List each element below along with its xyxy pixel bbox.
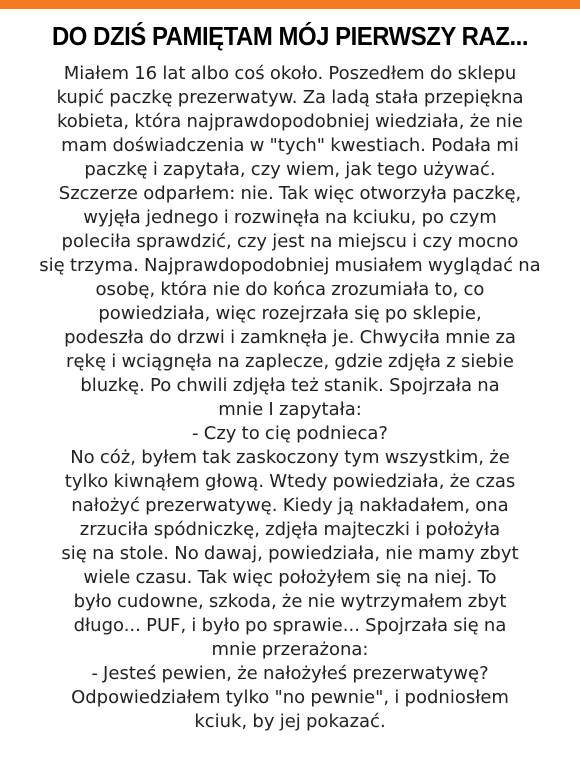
story-line: wiele czasu. Tak więc położyłem się na niej. To [83,567,497,588]
story-line: kupić paczkę prezerwatyw. Za ladą stała przepiękna [56,87,524,108]
story-line: mnie przerażona: [211,639,369,660]
story-line: mam doświadczenia w "tych" kwestiach. Podała mi [61,135,519,156]
story-line: się trzyma. Najprawdopodobniej musiałem wyglądać na [39,255,541,276]
story-line: bluzkę. Po chwili zdjęła też stanik. Spojrzała na [80,375,500,396]
story-line: wyjęła jednego i rozwinęła na kciuku, po czym [83,207,497,228]
story-line: się na stole. No dawaj, powiedziała, nie mamy zbyt [61,543,519,564]
story-line: było cudowne, szkoda, że nie wytrzymałem zbyt [73,591,507,612]
story-line: długo... PUF, i było po sprawie... Spojrzała się na [73,615,507,636]
story-line: Odpowiedziałem tylko "no pewnie", i podniosłem [71,687,509,708]
story-line: kciuk, by jej pokazać. [194,711,386,732]
story-line: - Jesteś pewien, że nałożyłeś prezerwatywę? [91,663,489,684]
story-line: osobę, która nie do końca zrozumiała to, co [95,279,485,300]
story-line: tylko kiwnąłem głową. Wtedy powiedziała, że czas [64,471,516,492]
story-line: Miałem 16 lat albo coś około. Poszedłem do sklepu [63,63,517,84]
story-line: - Czy to cię podnieca? [192,423,388,444]
story-line: poleciła sprawdzić, czy jest na miejscu i czy mocno [61,231,519,252]
top-accent-bar [0,0,580,9]
story-line: rękę i wciągnęła na zaplecze, gdzie zdjęła z siebie [66,351,514,372]
story-line: podeszła do drzwi i zamknęła je. Chwyciła mnie za [64,327,516,348]
story-text [12,62,568,734]
story-line: nałożyć prezerwatywę. Kiedy ją nakładałem, ona [71,495,509,516]
story-line: powiedziała, więc rozejrzała się po sklepie, [98,303,482,324]
story-line: zrzuciła spódniczkę, zdjęła majteczki i położyła [79,519,501,540]
page-title: DO DZIŚ PAMIĘTAM MÓJ PIERWSZY RAZ... [51,21,529,51]
story-line: paczkę i zapytała, czy wiem, jak tego używać. [84,159,496,180]
story-line: Szczerze odparłem: nie. Tak więc otworzyła paczkę, [58,183,522,204]
story-line: mnie I zapytała: [218,399,362,420]
story-line: kobieta, która najprawdopodobniej wiedziała, że nie [57,111,523,132]
story-line: No cóż, byłem tak zaskoczony tym wszystkim, że [70,447,510,468]
